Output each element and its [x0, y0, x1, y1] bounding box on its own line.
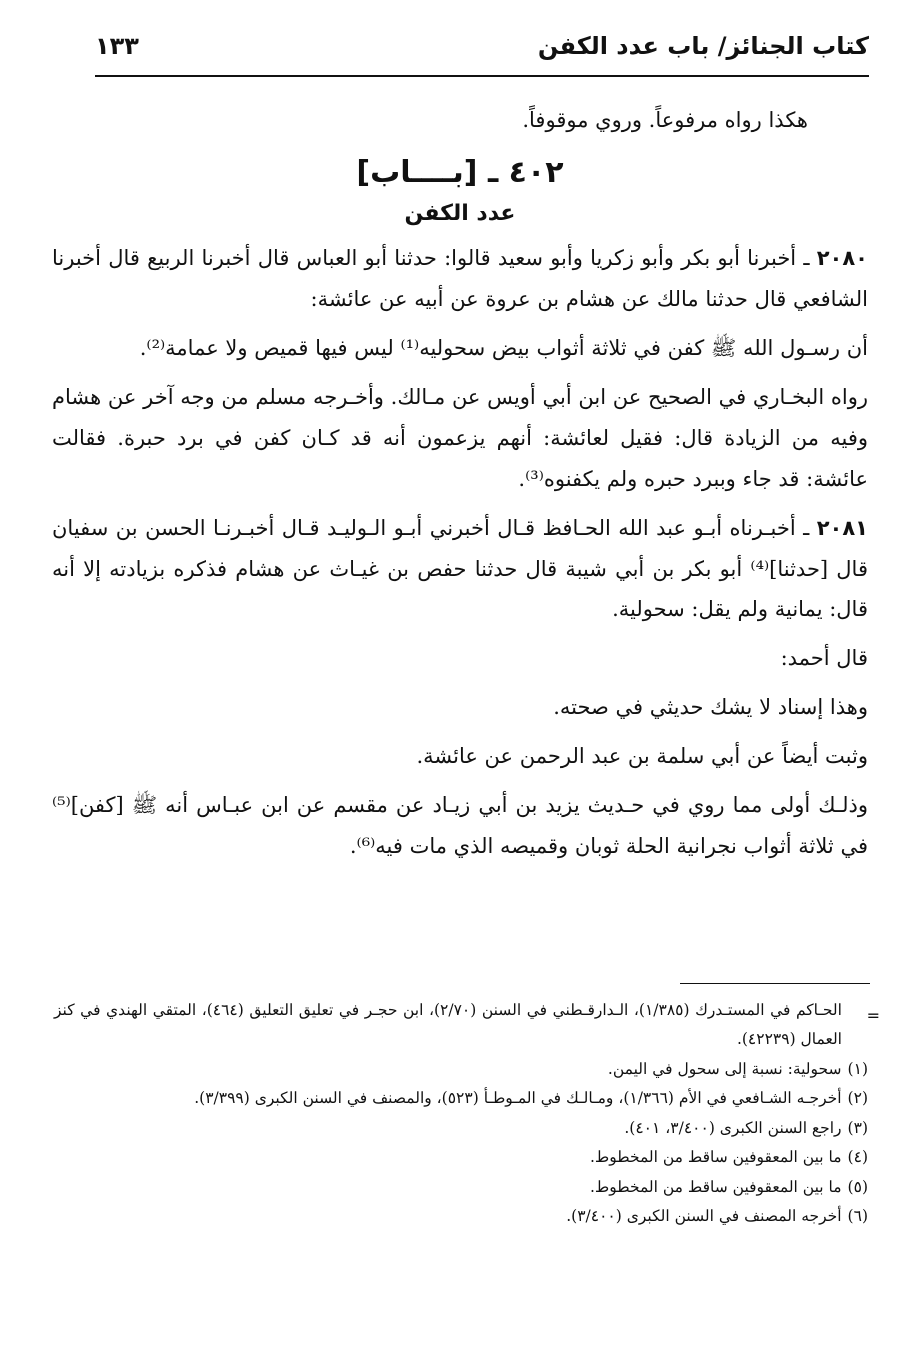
footnote-number: (٤): [847, 1148, 868, 1167]
chapter-heading: ٤٠٢ ـ [بــــاب]: [356, 154, 564, 190]
isnad-line: وهذا إسناد لا يشك حديثي في صحته.: [553, 695, 868, 720]
hadith-2080-isnad: [52, 238, 868, 320]
intro-line: هكذا رواه مرفوعاً. وروي موقوفاً.: [522, 108, 808, 132]
hadith-2081-isnad: [52, 508, 868, 631]
final-paragraph: وذلـك أولى مما روي في حـديث يزيد بن أبي زيـاد عن مقسم عن ابن عبـاس أنه ﷺ [كفن]⁽⁵⁾ في ثلاثة أثواب نجرانية الحلة ثوبان وقميصه الذي مات فيه⁽⁶⁾.: [52, 793, 868, 859]
page-number: ١٣٣: [95, 32, 139, 60]
footnote-number: (٥): [847, 1177, 868, 1196]
footnote-text: سحولية: نسبة إلى سحول في اليمن.: [607, 1059, 842, 1078]
header-divider: [95, 75, 869, 77]
footnote-text: راجع السنن الكبرى (٣/٤٠٠، ٤٠١).: [624, 1118, 842, 1137]
footnote-text: أخرجـه الشـافعي في الأم (١/٣٦٦)، ومـالـك في المـوطـأ (٥٢٣)، والمصنف في السنن الكبرى (٣/٣٩٩).: [194, 1089, 842, 1108]
hadith-isnad-text: ـ أخبرنا أبو بكر وأبو زكريا وأبو سعيد قالوا: حدثنا أبو العباس قال أخبرنا الربيع قال أخبرنا الشافعي قال حدثنا مالك عن هشام بن عروة عن أبيه عن عائشة:: [52, 245, 868, 311]
footnote-item: [54, 1173, 868, 1202]
thabata-line: وثبت أيضاً عن أبي سلمة بن عبد الرحمن عن عائشة.: [416, 744, 868, 769]
chapter-title: عدد الكفن: [404, 200, 516, 226]
footnote-number: (٣): [847, 1118, 868, 1137]
main-text: [52, 100, 868, 867]
footnote-text: ما بين المعقوفين ساقط من المخطوط.: [589, 1148, 842, 1167]
footnote-item: [54, 1055, 868, 1084]
continuation-mark: =: [866, 1006, 880, 1025]
hadith-2080-takhrij: رواه البخـاري في الصحيح عن ابن أبي أويس عن مـالك. وأخـرجه مسلم من وجه آخر عن هشام وفيه من الزيادة قال: فقيل لعائشة: أنهم يزعمون أنه قد كـان كفن في برد حبرة. فقالت عائشة: قد جاء وببرد حبره ولم يكفنوه⁽³⁾.: [52, 384, 868, 491]
hadith-number: ٢٠٨١: [816, 515, 868, 540]
hadith-number: ٢٠٨٠: [816, 245, 868, 270]
footnote-text: أخرجه المصنف في السنن الكبرى (٣/٤٠٠).: [566, 1207, 842, 1226]
footnote-item: [54, 1114, 868, 1143]
footnotes: [54, 996, 868, 1232]
footnote-item: [54, 1084, 868, 1113]
footnote-item: [54, 1143, 868, 1172]
hadith-2080-matn: أن رسـول الله ﷺ كفن في ثلاثة أثواب بيض سحوليه⁽¹⁾ ليس فيها قميص ولا عمامة⁽²⁾.: [139, 335, 868, 360]
footnote-number: (١): [847, 1059, 868, 1078]
footnote-number: (٦): [847, 1207, 868, 1226]
running-header: [95, 32, 869, 72]
footnote-continuation: الحـاكم في المستـدرك (١/٣٨٥)، الـدارقـطني في السنن (٢/٧٠)، ابن حجـر في تعليق التعليق (٤٦٤)، المتقي الهندي في كنز العمال (٤٢٢٣٩).: [54, 1001, 842, 1049]
hadith-isnad-text: ـ أخبـرناه أبـو عبد الله الحـافظ قـال أخبرني أبـو الـوليـد قـال أخبـرنـا الحسن بن سفيان قال [حدثنا]⁽⁴⁾ أبو بكر بن أبي شيبة قال حدثنا حفص بن غيـاث عن هشام فذكره بزيادته إلا أنه قال: يمانية ولم يقل: سحولية.: [52, 515, 868, 622]
footnote-divider: [680, 983, 870, 984]
running-title: كتاب الجنائز/ باب عدد الكفن: [537, 32, 869, 60]
footnote-item: [54, 1202, 868, 1231]
footnote-text: ما بين المعقوفين ساقط من المخطوط.: [589, 1177, 842, 1196]
footnote-number: (٢): [847, 1089, 868, 1108]
qala-ahmad-line: قال أحمد:: [780, 646, 868, 671]
